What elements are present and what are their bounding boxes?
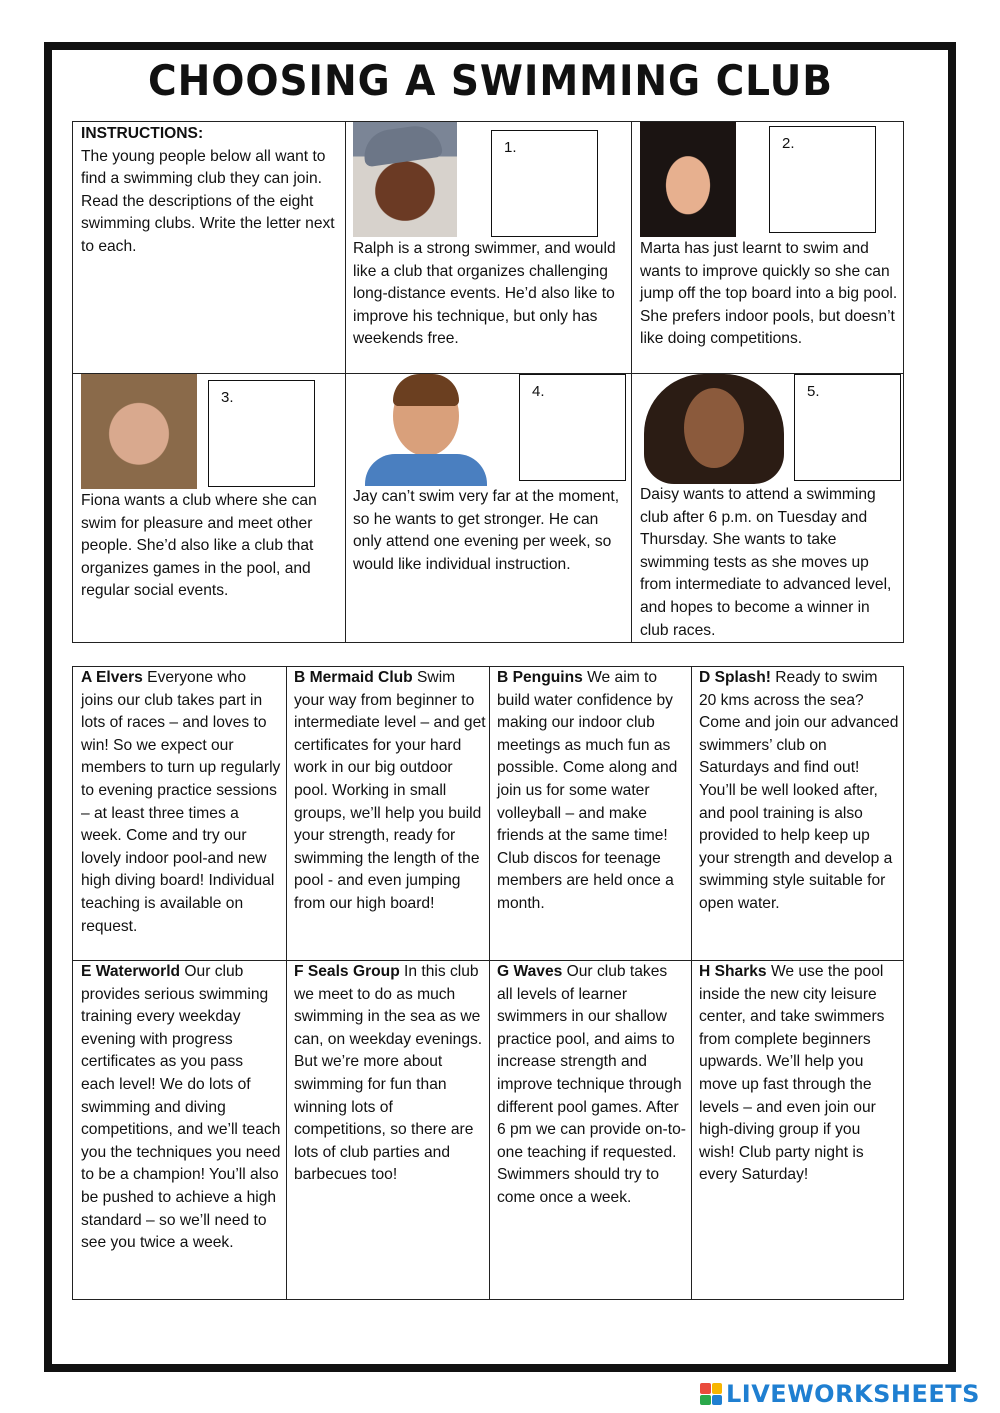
instructions-cell [72,121,346,374]
fiona-photo [81,374,197,489]
club-name: B Penguins [497,669,583,686]
club-description: Our club takes all levels of learner swimmers in our shallow practice pool, and aims to increase strength and improve technique through different pool games. After 6 pm we can provide on-to-one teaching if requested. Swimmers should try to come once a week. [497,963,686,1206]
logo-text: LIVEWORKSHEETS [726,1380,980,1408]
club-name: B Mermaid Club [294,669,413,686]
club-name: H Sharks [699,963,767,980]
club-description: In this club we meet to do as much swimming in the sea as we can, on weekday evenings. But we’re more about swimming for fun than winning lots of competitions, so there are lots of club parties and barbecues too! [294,963,483,1184]
club-name: F Seals Group [294,963,400,980]
club-description: Everyone who joins our club takes part in lots of races – and loves to win! So we expect our members to turn up regularly to evening practice sessions – at least three times a week. Come and try our lovely indoor pool-and new high diving board! Individual teaching is available on request. [81,669,281,935]
club-cell [489,666,692,961]
person-cell-jay [345,373,632,643]
person-cell-ralph [345,121,632,374]
club-name: A Elvers [81,669,143,686]
ralph-photo [353,122,457,237]
club-cell [286,960,490,1300]
answer-number: 5. [807,383,820,400]
instructions-heading: INSTRUCTIONS: [81,125,204,142]
instructions-text: The young people below all want to find a swimming club they can join. Read the descriptions of the eight swimming clubs. Write the letter next to each. [81,147,335,255]
marta-photo [640,122,736,237]
club-name: D Splash! [699,669,771,686]
worksheet-title: CHOOSING A SWIMMING CLUB [148,56,833,105]
liveworksheets-logo[interactable] [700,1380,980,1408]
person-description: Daisy wants to attend a swimming club after 6 p.m. on Tuesday and Thursday. She wants to take swimming tests as she moves up from intermediate to advanced level, and hopes to become a winner in club races. [640,486,892,639]
club-cell [691,960,904,1300]
club-description: Swim your way from beginner to intermediate level – and get certificates for your hard work in our big outdoor pool. Working in small groups, we’ll help you build your strength, ready for swimming the length of the pool - and even jumping from our high board! [294,669,486,912]
answer-number: 3. [221,389,234,406]
person-cell-marta [631,121,904,374]
club-name: E Waterworld [81,963,181,980]
club-description: We aim to build water confidence by making our indoor club meetings as much fun as possible. Come along and join us for some water volleyball – and make friends at the same time! Club discos for teenage members are held once a month. [497,669,678,912]
answer-box-5[interactable] [794,374,901,481]
club-cell [286,666,490,961]
person-cell-fiona [72,373,346,643]
answer-box-2[interactable] [769,126,876,233]
person-cell-daisy [631,373,904,643]
answer-number: 2. [782,135,795,152]
club-description: We use the pool inside the new city leisure center, and take swimmers from complete beginners upwards. We’ll help you move up fast through the levels – and even join our high-diving group if you wish! Club party night is every Saturday! [699,963,885,1184]
answer-box-4[interactable] [519,374,626,481]
person-description: Ralph is a strong swimmer, and would like a club that organizes challenging long-distance events. He’d also like to improve his technique, but only has weekends free. [353,240,616,348]
club-cell [72,666,287,961]
answer-box-3[interactable] [208,380,315,487]
daisy-photo [640,374,788,484]
answer-box-1[interactable] [491,130,598,237]
answer-number: 1. [504,139,517,156]
logo-mark-icon [700,1383,722,1405]
jay-photo [353,374,497,486]
person-description: Marta has just learnt to swim and wants to improve quickly so she can jump off the top board into a big pool. She prefers indoor pools, but doesn’t like doing competitions. [640,240,898,348]
person-description: Jay can’t swim very far at the moment, so he wants to get stronger. He can only attend one evening per week, so would like individual instruction. [353,488,620,573]
club-cell [489,960,692,1300]
club-description: Our club provides serious swimming training every weekday evening with progress certificates as you pass each level! We do lots of swimming and diving competitions, and we’ll teach you the techniques you need to be a champion! You’ll also be pushed to achieve a high standard – so we’ll need to see you twice a week. [81,963,281,1252]
club-description: Ready to swim 20 kms across the sea? Come and join our advanced swimmers’ club on Saturdays and find out! You’ll be well looked after, and pool training is also provided to help keep up your strength and develop a swimming style suitable for open water. [699,669,899,912]
club-cell [691,666,904,961]
person-description: Fiona wants a club where she can swim for pleasure and meet other people. She’d also like a club that organizes games in the pool, and regular social events. [81,492,317,600]
answer-number: 4. [532,383,545,400]
club-name: G Waves [497,963,563,980]
club-cell [72,960,287,1300]
